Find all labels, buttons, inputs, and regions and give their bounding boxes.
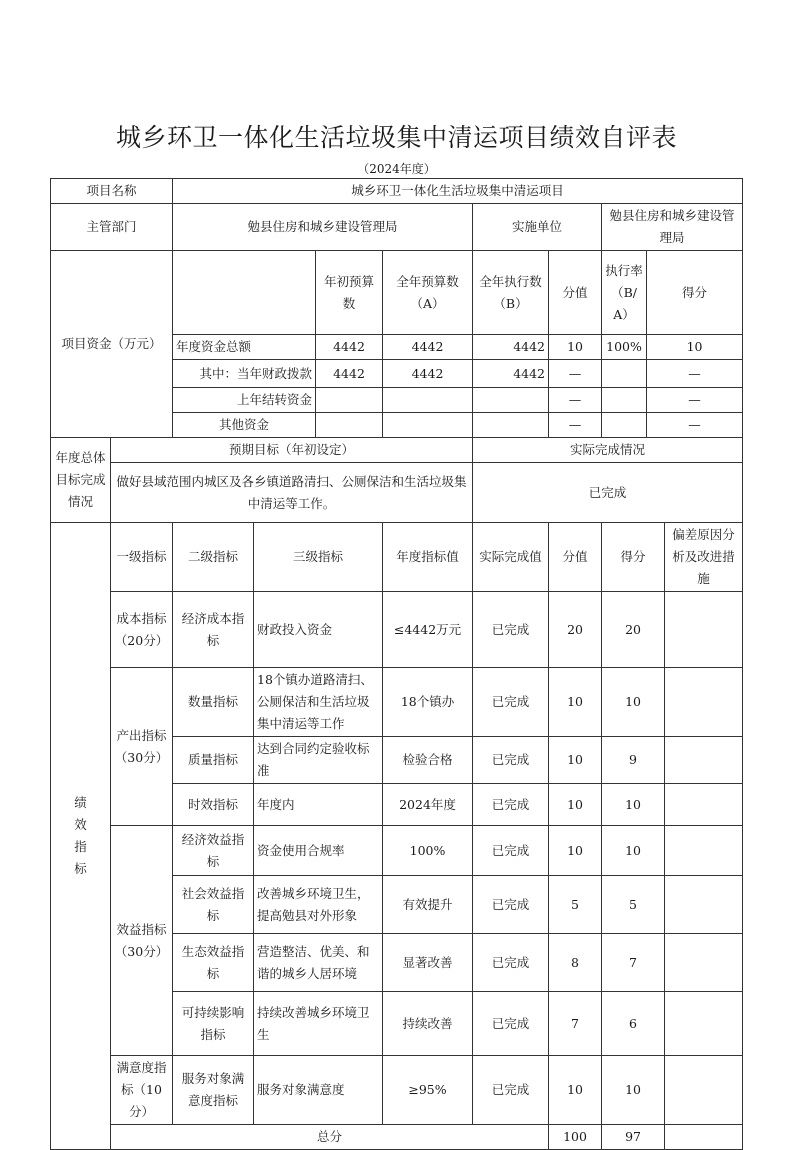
funds-executed — [473, 388, 549, 413]
ind-header: 实际完成值 — [473, 523, 549, 592]
level2: 经济成本指标 — [173, 592, 254, 668]
funds-score: — — [647, 360, 743, 388]
indicator-row — [51, 668, 743, 737]
level2: 经济效益指标 — [173, 826, 254, 876]
goals-header-row — [51, 438, 743, 463]
ind-header: 分值 — [549, 523, 602, 592]
indicators-header-row — [51, 523, 743, 592]
impl-label: 实施单位 — [473, 204, 602, 251]
funds-annual — [383, 388, 473, 413]
actual: 已完成 — [473, 1056, 549, 1125]
target: 检验合格 — [383, 737, 473, 784]
actual: 已完成 — [473, 826, 549, 876]
note — [665, 592, 743, 668]
indicator-row — [51, 1056, 743, 1125]
target: 100% — [383, 826, 473, 876]
level3: 营造整洁、优美、和谐的城乡人居环境 — [254, 934, 383, 992]
funds-initial — [316, 413, 383, 438]
funds-score-value: — — [549, 413, 602, 438]
indicators-label: 绩效指标 — [51, 523, 111, 1150]
value: 10 — [549, 668, 602, 737]
funds-header: 年初预算数 — [316, 251, 383, 335]
goals-row — [51, 463, 743, 523]
level1: 产出指标（30分） — [111, 668, 173, 826]
funds-header: 分值 — [549, 251, 602, 335]
total-score: 97 — [602, 1125, 665, 1150]
score: 5 — [602, 876, 665, 934]
value: 10 — [549, 1056, 602, 1125]
funds-row-name: 上年结转资金 — [173, 388, 316, 413]
level3: 服务对象满意度 — [254, 1056, 383, 1125]
level2: 质量指标 — [173, 737, 254, 784]
funds-score-value: 10 — [549, 335, 602, 360]
level3: 资金使用合规率 — [254, 826, 383, 876]
value: 10 — [549, 737, 602, 784]
score: 10 — [602, 1056, 665, 1125]
dept-value: 勉县住房和城乡建设管理局 — [173, 204, 473, 251]
page-title: 城乡环卫一体化生活垃圾集中清运项目绩效自评表 — [115, 123, 677, 152]
evaluation-table — [50, 178, 743, 1150]
funds-score-value: — — [549, 360, 602, 388]
funds-label: 项目资金（万元） — [51, 251, 173, 438]
ind-header: 得分 — [602, 523, 665, 592]
level2: 时效指标 — [173, 784, 254, 826]
level1: 效益指标（30分） — [111, 826, 173, 1056]
target: 有效提升 — [383, 876, 473, 934]
funds-row-name: 其他资金 — [173, 413, 316, 438]
project-name-row — [51, 179, 743, 204]
ind-header: 偏差原因分析及改进措施 — [665, 523, 743, 592]
level2: 生态效益指标 — [173, 934, 254, 992]
total-value: 100 — [549, 1125, 602, 1150]
score: 10 — [602, 826, 665, 876]
funds-header: 得分 — [647, 251, 743, 335]
funds-rate — [602, 413, 647, 438]
funds-header: 执行率（B/A） — [602, 251, 647, 335]
score: 7 — [602, 934, 665, 992]
value: 7 — [549, 992, 602, 1056]
value: 10 — [549, 784, 602, 826]
target: 18个镇办 — [383, 668, 473, 737]
score: 9 — [602, 737, 665, 784]
project-name-label: 项目名称 — [51, 179, 173, 204]
note — [665, 992, 743, 1056]
score: 20 — [602, 592, 665, 668]
funds-annual: 4442 — [383, 360, 473, 388]
actual: 已完成 — [473, 992, 549, 1056]
funds-executed — [473, 413, 549, 438]
note — [665, 826, 743, 876]
value: 20 — [549, 592, 602, 668]
ind-header: 二级指标 — [173, 523, 254, 592]
funds-header-blank — [173, 251, 316, 335]
level2: 可持续影响指标 — [173, 992, 254, 1056]
actual: 已完成 — [473, 784, 549, 826]
note — [665, 876, 743, 934]
impl-value: 勉县住房和城乡建设管理局 — [602, 204, 743, 251]
total-row — [51, 1125, 743, 1150]
funds-initial — [316, 388, 383, 413]
funds-rate — [602, 388, 647, 413]
level3: 改善城乡环境卫生，提高勉县对外形象 — [254, 876, 383, 934]
funds-executed: 4442 — [473, 335, 549, 360]
actual: 已完成 — [473, 592, 549, 668]
level3: 18个镇办道路清扫、公厕保洁和生活垃圾集中清运等工作 — [254, 668, 383, 737]
funds-initial: 4442 — [316, 335, 383, 360]
level1: 成本指标（20分） — [111, 592, 173, 668]
funds-initial: 4442 — [316, 360, 383, 388]
target: ≥95% — [383, 1056, 473, 1125]
dept-row — [51, 204, 743, 251]
total-label: 总分 — [111, 1125, 549, 1150]
indicator-row — [51, 826, 743, 876]
level2: 社会效益指标 — [173, 876, 254, 934]
expected-goal: 做好县域范围内城区及各乡镇道路清扫、公厕保洁和生活垃圾集中清运等工作。 — [111, 463, 473, 523]
target: ≤4442万元 — [383, 592, 473, 668]
funds-header: 全年预算数（A） — [383, 251, 473, 335]
level2: 数量指标 — [173, 668, 254, 737]
funds-annual: 4442 — [383, 335, 473, 360]
project-name-value: 城乡环卫一体化生活垃圾集中清运项目 — [173, 179, 743, 204]
actual: 已完成 — [473, 934, 549, 992]
funds-executed: 4442 — [473, 360, 549, 388]
funds-score: — — [647, 413, 743, 438]
actual-header: 实际完成情况 — [473, 438, 743, 463]
ind-header: 一级指标 — [111, 523, 173, 592]
value: 5 — [549, 876, 602, 934]
level1: 满意度指标（10分） — [111, 1056, 173, 1125]
goals-label: 年度总体目标完成情况 — [51, 438, 111, 523]
level3: 财政投入资金 — [254, 592, 383, 668]
year-subtitle: （2024年度） — [357, 162, 436, 176]
actual: 已完成 — [473, 737, 549, 784]
funds-score: — — [647, 388, 743, 413]
funds-header-row — [51, 251, 743, 335]
actual-goal: 已完成 — [473, 463, 743, 523]
funds-rate: 100% — [602, 335, 647, 360]
note — [665, 668, 743, 737]
indicator-row — [51, 592, 743, 668]
level3: 达到合同约定验收标准 — [254, 737, 383, 784]
value: 10 — [549, 826, 602, 876]
note — [665, 1056, 743, 1125]
actual: 已完成 — [473, 876, 549, 934]
funds-score-value: — — [549, 388, 602, 413]
funds-row-name: 其中：当年财政拨款 — [173, 360, 316, 388]
funds-rate — [602, 360, 647, 388]
funds-row-name: 年度资金总额 — [173, 335, 316, 360]
ind-header: 三级指标 — [254, 523, 383, 592]
expected-header: 预期目标（年初设定） — [111, 438, 473, 463]
note — [665, 934, 743, 992]
actual: 已完成 — [473, 668, 549, 737]
level3: 持续改善城乡环境卫生 — [254, 992, 383, 1056]
funds-annual — [383, 413, 473, 438]
ind-header: 年度指标值 — [383, 523, 473, 592]
note — [665, 784, 743, 826]
value: 8 — [549, 934, 602, 992]
dept-label: 主管部门 — [51, 204, 173, 251]
note — [665, 737, 743, 784]
score: 10 — [602, 668, 665, 737]
funds-score: 10 — [647, 335, 743, 360]
total-note — [665, 1125, 743, 1150]
target: 持续改善 — [383, 992, 473, 1056]
level2: 服务对象满意度指标 — [173, 1056, 254, 1125]
target: 显著改善 — [383, 934, 473, 992]
target: 2024年度 — [383, 784, 473, 826]
score: 10 — [602, 784, 665, 826]
score: 6 — [602, 992, 665, 1056]
level3: 年度内 — [254, 784, 383, 826]
funds-header: 全年执行数（B） — [473, 251, 549, 335]
